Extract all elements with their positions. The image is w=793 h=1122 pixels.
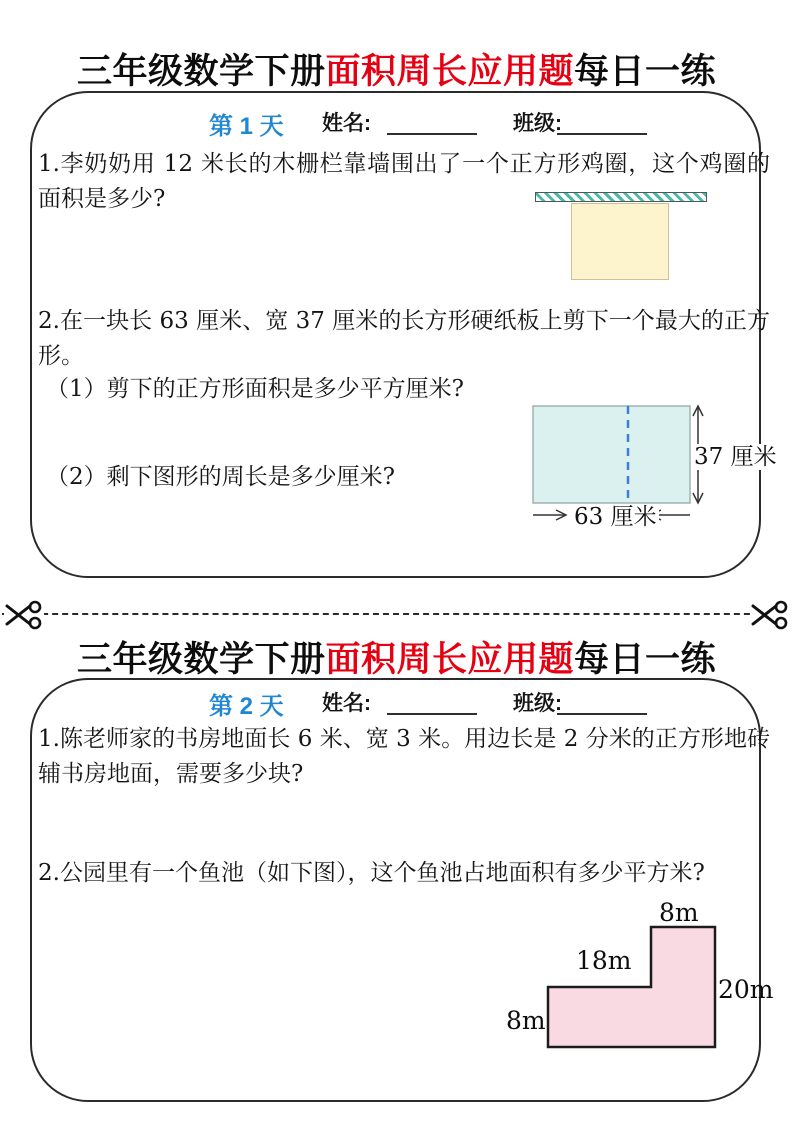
- day2-name-blank: [387, 691, 477, 715]
- cardboard-height-label: 37 厘米: [694, 444, 777, 470]
- day1-problem2-q1: （1）剪下的正方形面积是多少平方厘米?: [46, 376, 464, 402]
- cardboard-width-label: 63 厘米: [574, 504, 657, 530]
- chicken-pen-square: [571, 203, 669, 280]
- day1-problem2-text: 2.在一块长 63 厘米、宽 37 厘米的长方形硬纸板上剪下一个最大的正方形。: [38, 308, 770, 369]
- pond-lower-left-label: 8m: [506, 1006, 546, 1035]
- page-title: [0, 44, 793, 94]
- day2-class-label: 班级:: [513, 692, 562, 715]
- pond-top-label: 8m: [659, 898, 699, 927]
- scissors-icon: [4, 599, 44, 631]
- cardboard-rect: [533, 406, 690, 503]
- day1-class-label: 班级:: [513, 112, 562, 135]
- day1-problem2-q2: （2）剩下图形的周长是多少厘米?: [46, 464, 395, 490]
- pond-upper-left-label: 18m: [576, 946, 632, 975]
- page-title: [0, 632, 793, 682]
- title-highlight: 面积周长应用题: [325, 640, 574, 679]
- pond-right-label: 20m: [718, 975, 774, 1004]
- day1-name-label: 姓名:: [322, 112, 371, 135]
- day1-name-blank: [387, 111, 477, 135]
- day2-label: 第 2 天: [209, 693, 284, 720]
- day1-label: 第 1 天: [209, 113, 284, 140]
- day2-class-blank: [557, 691, 647, 715]
- title-suffix: 每日一练: [574, 52, 717, 91]
- wall-hatch-bar: [535, 192, 707, 202]
- fish-pond-polygon: [548, 927, 715, 1047]
- day2-problem2-text: 2.公园里有一个鱼池（如下图），这个鱼池占地面积有多少平方米?: [38, 860, 705, 886]
- title-highlight: 面积周长应用题: [325, 52, 574, 91]
- day1-class-blank: [557, 111, 647, 135]
- title-prefix: 三年级数学下册: [76, 52, 326, 91]
- day1-problem1-text: 1.李奶奶用 12 米长的木栅栏靠墙围出了一个正方形鸡圈，这个鸡圈的面积是多少?: [38, 151, 770, 212]
- day2-name-label: 姓名:: [322, 692, 371, 715]
- scissors-icon: [750, 599, 790, 631]
- cut-line: [2, 613, 790, 615]
- title-prefix: 三年级数学下册: [76, 640, 326, 679]
- day2-problem1-text: 1.陈老师家的书房地面长 6 米、宽 3 米。用边长是 2 分米的正方形地砖辅书房地面，需要多少块?: [38, 726, 770, 787]
- title-suffix: 每日一练: [574, 640, 717, 679]
